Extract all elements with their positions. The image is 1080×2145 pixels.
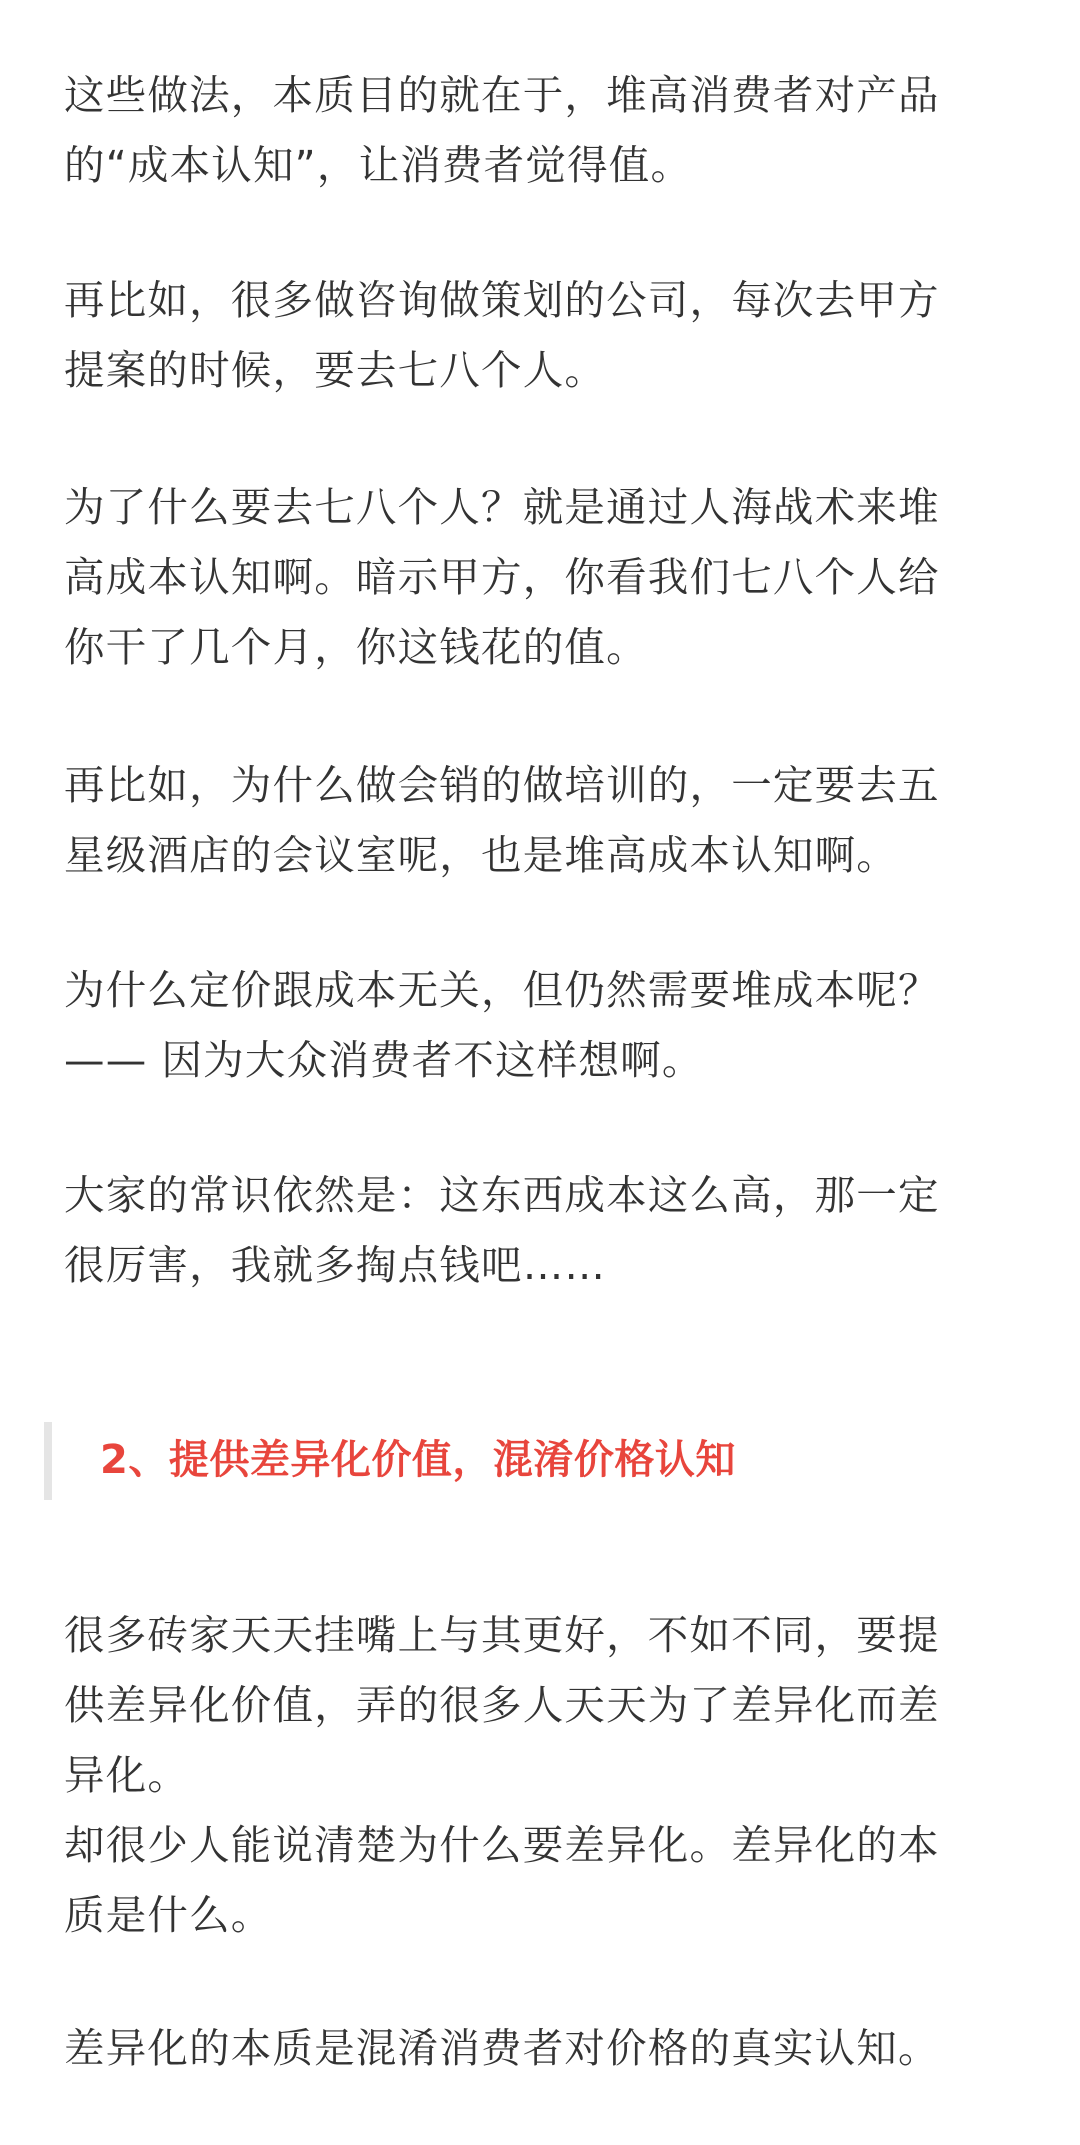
text-line: 你干了几个月，你这钱花的值。 <box>64 623 648 671</box>
text-line: 却很少人能说清楚为什么要差异化。差异化的本 <box>64 1821 940 1869</box>
text-line: 很多砖家天天挂嘴上与其更好，不如不同，要提 <box>64 1611 940 1659</box>
text-line: 大家的常识依然是：这东西成本这么高，那一定 <box>64 1171 940 1219</box>
paragraph-consulting-example <box>64 265 1024 405</box>
text-line: 异化。 <box>64 1751 190 1799</box>
paragraph-cost-perception <box>64 60 1024 200</box>
text-line: 高成本认知啊。暗示甲方，你看我们七八个人给 <box>64 553 940 601</box>
paragraph-pricing-question <box>64 955 1024 1095</box>
text-line: 再比如，很多做咨询做策划的公司，每次去甲方 <box>64 276 940 324</box>
text-line: 供差异化价值，弄的很多人天天为了差异化而差 <box>64 1681 940 1729</box>
text-line: 很厉害，我就多掏点钱吧…… <box>64 1241 607 1289</box>
text-line: 再比如，为什么做会销的做培训的，一定要去五 <box>64 761 940 809</box>
paragraph-differentiation <box>64 1600 1024 1950</box>
text-line: 差异化的本质是混淆消费者对价格的真实认知。 <box>64 2024 940 2072</box>
text-line: 提案的时候，要去七八个人。 <box>64 346 607 394</box>
text-line: 为什么定价跟成本无关，但仍然需要堆成本呢？ <box>64 966 940 1014</box>
heading-accent-bar <box>44 1422 52 1500</box>
paragraph-hotel-example <box>64 750 1024 890</box>
text-line: 质是什么。 <box>64 1891 273 1939</box>
text-line: —— 因为大众消费者不这样想啊。 <box>64 1036 704 1084</box>
paragraph-common-sense <box>64 1160 1024 1300</box>
paragraph-differentiation-essence <box>64 2013 1024 2083</box>
paragraph-crowd-tactic <box>64 472 1024 682</box>
text-line: 为了什么要去七八个人？就是通过人海战术来堆 <box>64 483 940 531</box>
section-heading <box>40 1422 1020 1500</box>
text-line: 这些做法，本质目的就在于，堆高消费者对产品 <box>64 71 940 119</box>
section-heading-title: 2、提供差异化价值，混淆价格认知 <box>100 1437 736 1483</box>
text-line: 的“成本认知”，让消费者觉得值。 <box>64 141 693 189</box>
text-line: 星级酒店的会议室呢，也是堆高成本认知啊。 <box>64 831 898 879</box>
